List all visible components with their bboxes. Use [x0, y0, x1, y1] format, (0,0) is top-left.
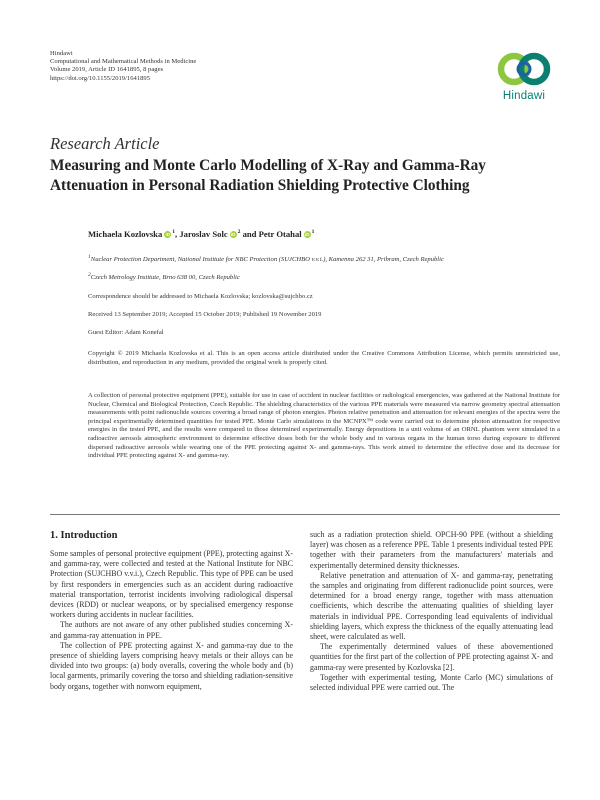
article-dates: Received 13 September 2019; Accepted 15 October 2019; Published 19 November 2019 — [88, 311, 322, 318]
journal-info — [50, 50, 196, 83]
correspondence: Correspondence should be addressed to Michaela Kozlovska; kozlovska@sujchbo.cz — [88, 293, 313, 300]
paragraph: The collection of PPE protecting against X- and gamma-ray due to the presence of shielding layers comprising heavy metals or their alloys can be divided into two groups: (a) body overalls, covering the whole body and (b) local garments, primarily covering the torso and shielding radiation-sensitive body organs, together with nonworn equipment, — [50, 640, 294, 691]
paragraph: Relative penetration and attenuation of X- and gamma-ray, penetrating the samples and originating from different radionuclide point sources, were determined for a broad energy range, together with mass attenuation coefficients, which describe the attenuating qualities of shielding layer materials in individual PPE. Corresponding lead equivalents of individual shielding layers, which express the thickness of the equally attenuating lead sheet, were calculated as well. — [310, 570, 553, 642]
author-affiliation-sup: 1 — [311, 229, 315, 236]
affiliation-text: Czech Metrology Institute, Brno 638 00, Czech Republic — [90, 274, 240, 281]
hindawi-rings-icon — [492, 48, 556, 92]
section-divider — [50, 514, 560, 515]
author-name[interactable]: Jaroslav Solc — [179, 229, 228, 239]
volume-info: Volume 2019, Article ID 1641895, 8 pages — [50, 66, 164, 74]
author-name[interactable]: Petr Otahal — [258, 229, 302, 239]
title-line-2: Attenuation in Personal Radiation Shielding Protective Clothing — [50, 177, 470, 194]
title-line-1: Measuring and Monte Carlo Modelling of X-Ray and Gamma-Ray — [50, 157, 486, 174]
author-affiliation-sup: 1 — [172, 229, 176, 236]
author-name[interactable]: Michaela Kozlovska — [88, 229, 163, 239]
article-title — [50, 156, 560, 196]
affiliation-1 — [88, 253, 528, 265]
affiliation-text: Nuclear Protection Department, National Institute for NBC Protection (SUJCHBO v.v.i.), Kamenna 262 31, Pribram, Czech Republic — [90, 256, 444, 263]
abstract: A collection of personal protective equipment (PPE), suitable for use in case of accident in nuclear facilities or radiological emergencies, was gathered at the National Institute for Nuclear, Chemical and Biological Protection, Czech Republic. The shielding characteristics of the various PPE materials were measured via narrow geometry spectral attenuation measurements with point radionuclide sources covering a broad range of photon energies. Photon relative penetration and attenuation for relevant energies of the spectra were the principal experimentally determined quantities for tested PPE. Monte Carlo simulations in the MCNPX™ code were carried out to determine photon attenuation for respective energies in the tested PPE, and the results were compared to those determined experimentally. Energy depositions in a unit volume of an ORNL phantom were simulated in a radioactive aerosols atmospheric environment to determine effective doses both for the whole body and in various organs in the human torso during exposure to different dispersed radioactive aerosols while wearing one of the PPE protecting against X- and gamma-rays. This work aimed to determine the effective dose and its decrease for individual PPE protecting against X- and gamma-ray. — [88, 392, 560, 460]
author-separator: and — [240, 229, 259, 239]
orcid-icon[interactable]: iD — [304, 232, 310, 237]
article-type: Research Article — [50, 134, 160, 153]
paragraph: The authors are not aware of any other published studies concerning X- and gamma-ray attenuation in PPE. — [50, 620, 293, 640]
body-column-left — [50, 549, 293, 692]
orcid-icon[interactable]: iD — [165, 232, 171, 237]
paragraph: The experimentally determined values of these abovementioned quantities for the first part of the collection of PPE protecting against X- and gamma-ray were presented by Kozlovska [2]. — [310, 642, 553, 672]
author-list — [88, 229, 314, 239]
body-column-right — [310, 530, 553, 693]
copyright-notice: Copyright © 2019 Michaela Kozlovska et al. This is an open access article distributed under the Creative Commons Attribution License, which permits unrestricted use, distribution, and reproduction in any medium, provided the original work is properly cited. — [88, 350, 560, 366]
paragraph: such as a radiation protection shield. OPCH-90 PPE (without a shielding layer) was chosen as a reference PPE. Table 1 presents individual tested PPE together with their parameters from the manufacturers' materials and experimentally determined density thicknesses. — [310, 530, 553, 570]
hindawi-logo — [492, 48, 556, 106]
paragraph: Together with experimental testing, Monte Carlo (MC) simulations of selected individual PPE were carried out. The — [310, 672, 553, 693]
doi-link[interactable]: https://doi.org/10.1155/2019/1641895 — [50, 74, 151, 82]
author-affiliation-sup: 2 — [237, 229, 241, 236]
orcid-icon[interactable]: iD — [230, 232, 236, 237]
affiliation-sup: 1 — [88, 253, 91, 260]
paragraph: Some samples of personal protective equipment (PPE), protecting against X- and gamma-ray, were collected and tested at the National Institute for NBC Protection (SUJCHBO v.v.i.), Czech Republic. This type of PPE can be used by first responders in emergencies such as an accident during radioactive material transportation, terrorist incidents involving radiological dispersal devices (RDD) or nuclear weapons, or by specialised emergency response workers during accidents in nuclear facilities. — [50, 549, 293, 620]
affiliation-2 — [88, 271, 528, 283]
section-heading: 1. Introduction — [50, 530, 118, 541]
guest-editor: Guest Editor: Adam Konefal — [88, 329, 164, 336]
journal-name: Computational and Mathematical Methods in Medicine — [50, 58, 197, 66]
publisher-name: Hindawi — [50, 50, 73, 57]
logo-text: Hindawi — [502, 90, 546, 102]
affiliation-sup: 2 — [88, 271, 91, 278]
author-separator: , — [175, 229, 180, 239]
